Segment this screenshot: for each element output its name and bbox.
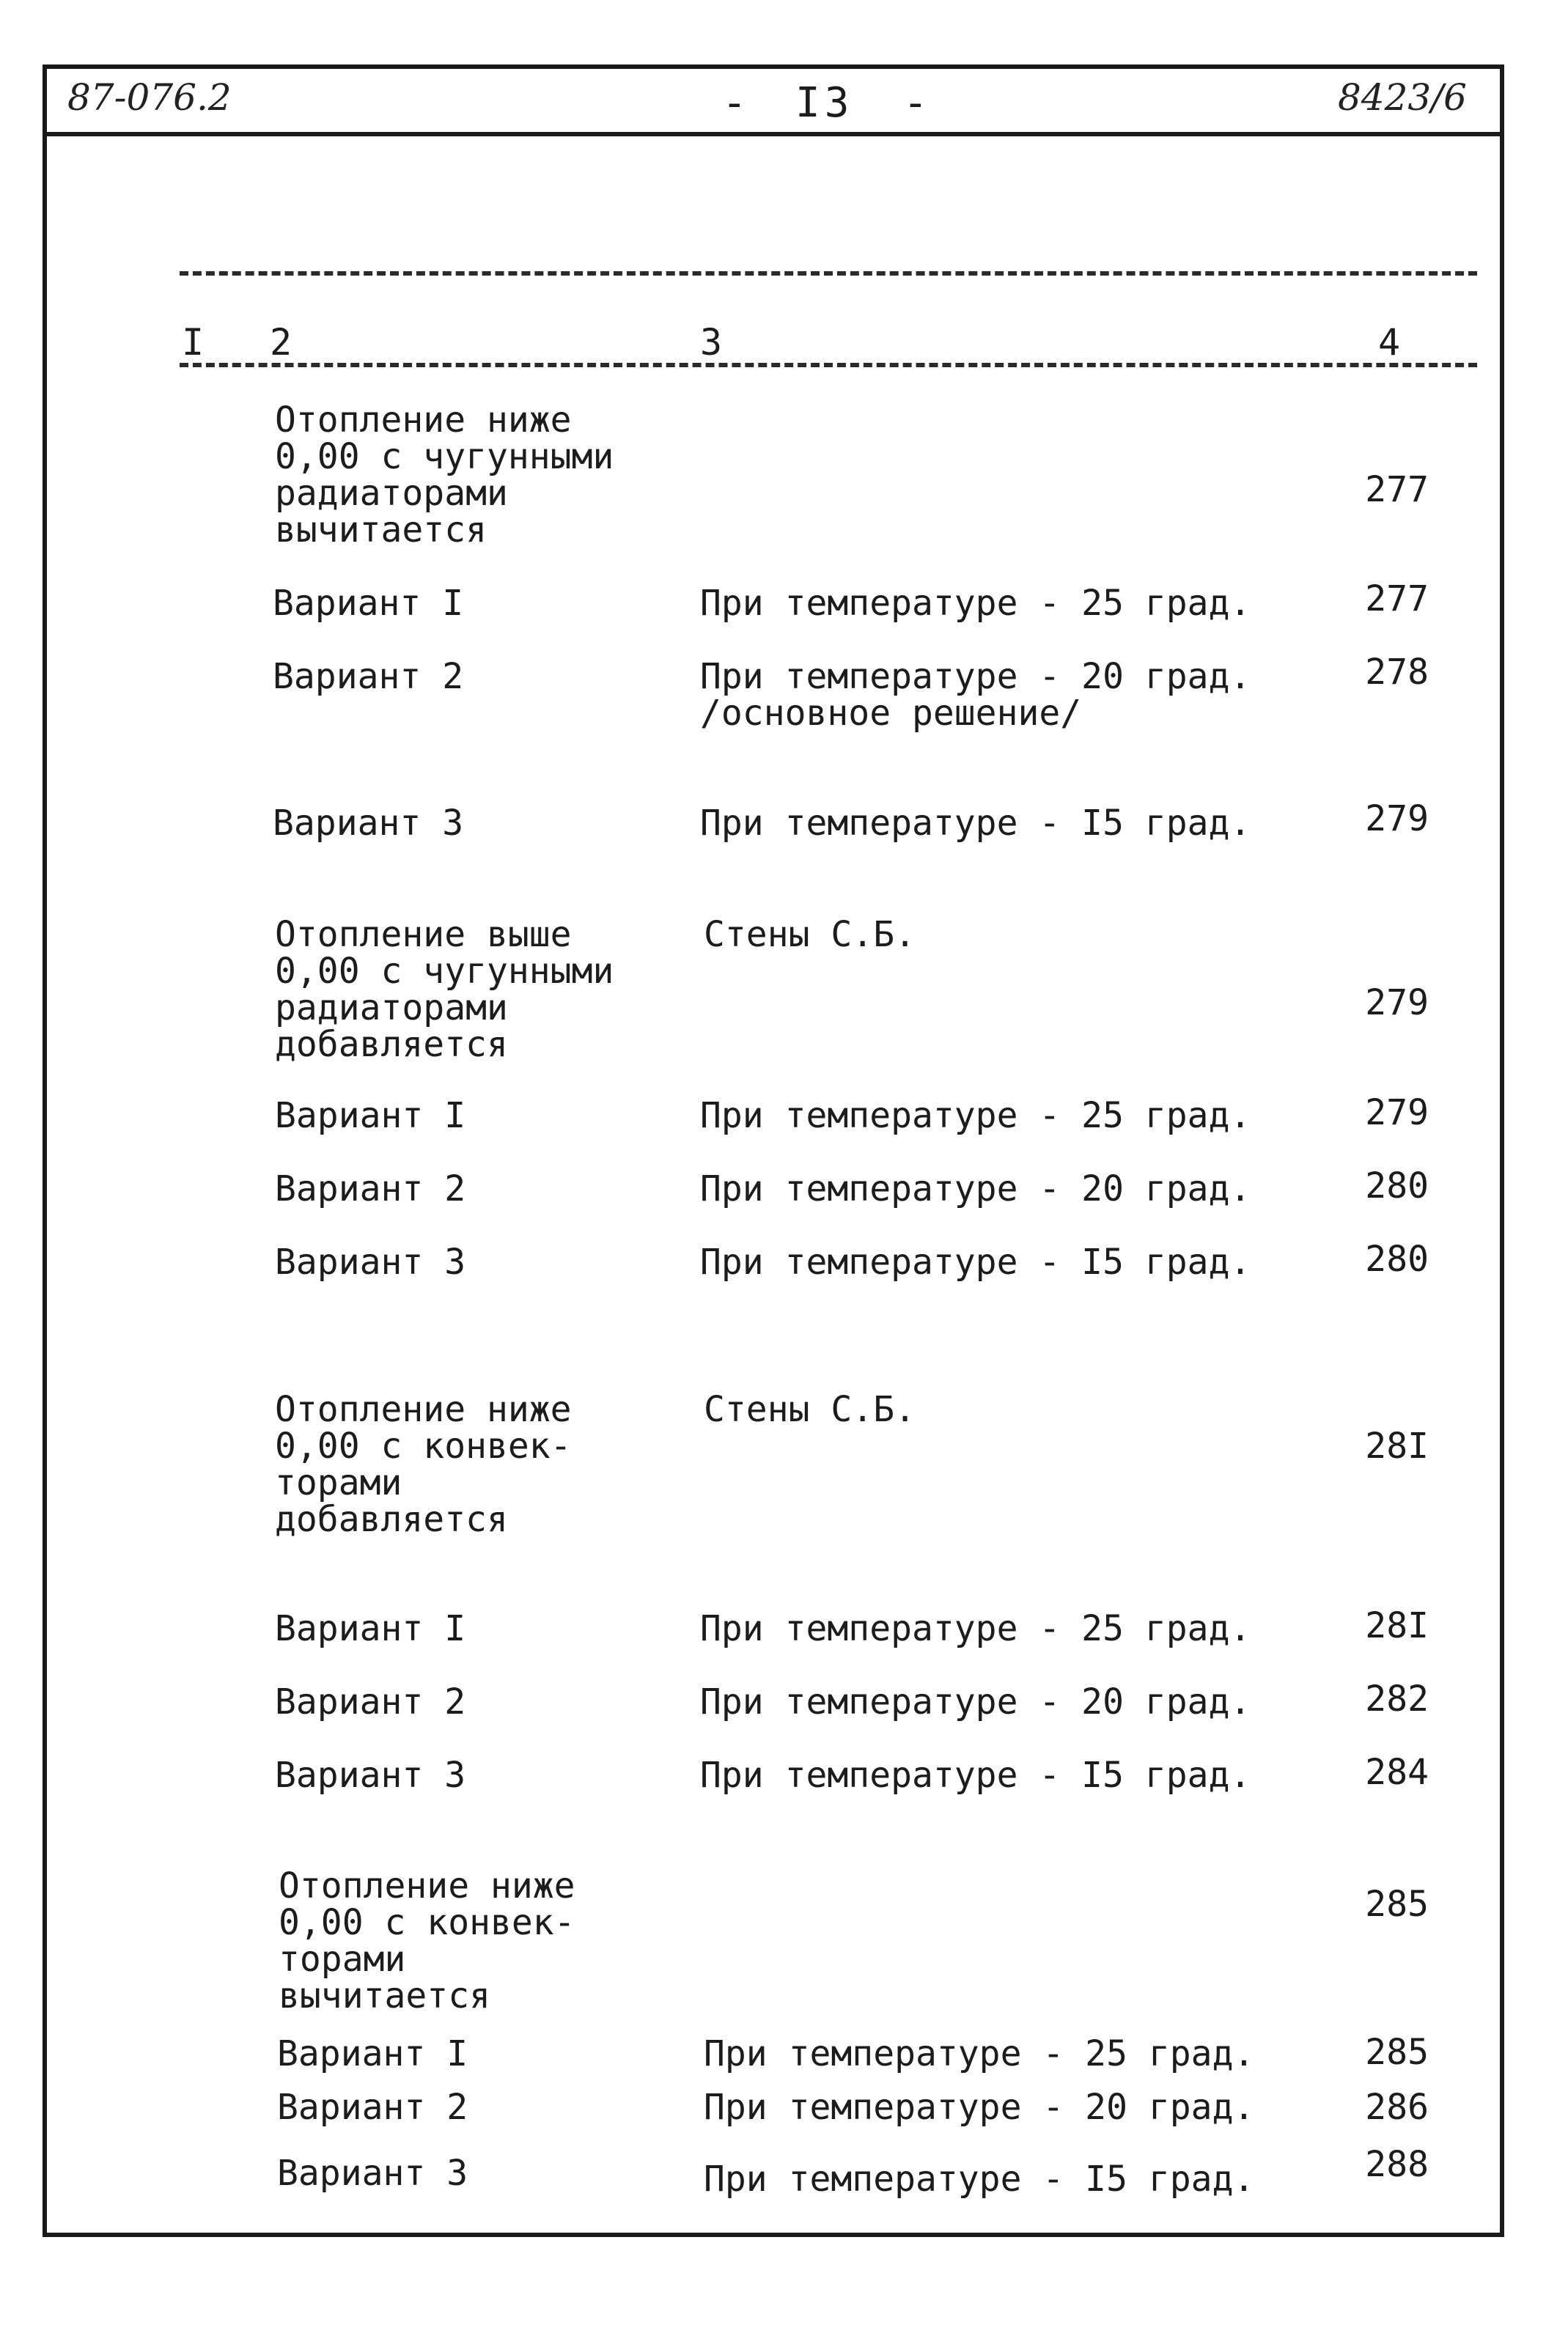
temperature-note: При температуре - 25 град. <box>700 1095 1251 1136</box>
section-title: Отопление выше 0,00 с чугунными радиаторами добавляется <box>275 914 614 1065</box>
page-ref: 28I <box>1365 1426 1429 1467</box>
temperature-note: При температуре - I5 град. <box>700 1242 1251 1283</box>
variant-label: Вариант 3 <box>273 803 464 844</box>
column-number-3: 3 <box>700 321 723 364</box>
header-rule <box>43 132 1504 136</box>
page-ref: 278 <box>1365 652 1429 693</box>
page-ref: 277 <box>1365 578 1429 619</box>
page-ref: 282 <box>1365 1679 1429 1720</box>
variant-label: Вариант 2 <box>277 2087 468 2128</box>
temperature-note: При температуре - 20 град. <box>700 1168 1251 1209</box>
page-number: I3 <box>795 79 854 127</box>
column-number-2: 2 <box>270 321 292 364</box>
archive-number: 8423/6 <box>1338 76 1467 119</box>
temperature-note: При температуре - I5 град. <box>700 803 1251 844</box>
variant-label: Вариант I <box>275 1095 466 1136</box>
column-header-dashed-rule <box>180 363 1477 367</box>
page-ref: 277 <box>1365 469 1429 510</box>
temperature-note: При температуре - 20 град. <box>704 2087 1255 2128</box>
variant-label: Вариант 3 <box>275 1755 466 1796</box>
variant-label: Вариант I <box>277 2033 468 2074</box>
variant-label: Вариант 2 <box>275 1168 466 1209</box>
temperature-note: При температуре - 20 град. <box>700 1681 1251 1722</box>
section-title: Отопление ниже 0,00 с чугунными радиаторами вычитается <box>275 399 614 550</box>
variant-label: Вариант 2 <box>275 1681 466 1722</box>
variant-label: Вариант 2 <box>273 656 464 697</box>
temperature-note: При температуре - 25 град. <box>704 2033 1255 2074</box>
page-number-dash-left: - <box>722 79 747 127</box>
page-ref: 285 <box>1365 1884 1429 1925</box>
page-ref: 279 <box>1365 982 1429 1023</box>
page-ref: 284 <box>1365 1752 1429 1793</box>
wall-note: Стены С.Б. <box>704 1389 916 1430</box>
page-ref: 288 <box>1365 2144 1429 2185</box>
page-ref: 280 <box>1365 1239 1429 1280</box>
page-ref: 285 <box>1365 2032 1429 2073</box>
wall-note: Стены С.Б. <box>704 914 916 955</box>
page-ref: 28I <box>1365 1605 1429 1646</box>
page-ref: 286 <box>1365 2087 1429 2128</box>
page-ref: 279 <box>1365 1092 1429 1133</box>
page-number-dash-right: - <box>903 79 928 127</box>
variant-label: Вариант 3 <box>277 2153 468 2194</box>
column-number-4: 4 <box>1378 321 1401 364</box>
column-number-1: I <box>182 321 205 364</box>
page-frame <box>43 65 1504 2237</box>
page-ref: 280 <box>1365 1165 1429 1206</box>
temperature-note: При температуре - 20 град. /основное решение/ <box>700 656 1251 734</box>
variant-label: Вариант 3 <box>275 1242 466 1283</box>
table-top-dashed-rule <box>180 271 1477 276</box>
temperature-note: При температуре - 25 град. <box>700 1608 1251 1649</box>
temperature-note: При температуре - I5 град. <box>700 1755 1251 1796</box>
page-ref: 279 <box>1365 798 1429 839</box>
section-title: Отопление ниже 0,00 с конвек- торами добавляется <box>275 1389 572 1540</box>
section-title: Отопление ниже 0,00 с конвек- торами вычитается <box>279 1865 575 2016</box>
variant-label: Вариант I <box>275 1608 466 1649</box>
document-code: 87-076.2 <box>67 76 232 119</box>
variant-label: Вариант I <box>273 583 464 624</box>
temperature-note: При температуре - I5 град. <box>704 2159 1255 2200</box>
temperature-note: При температуре - 25 град. <box>700 583 1251 624</box>
